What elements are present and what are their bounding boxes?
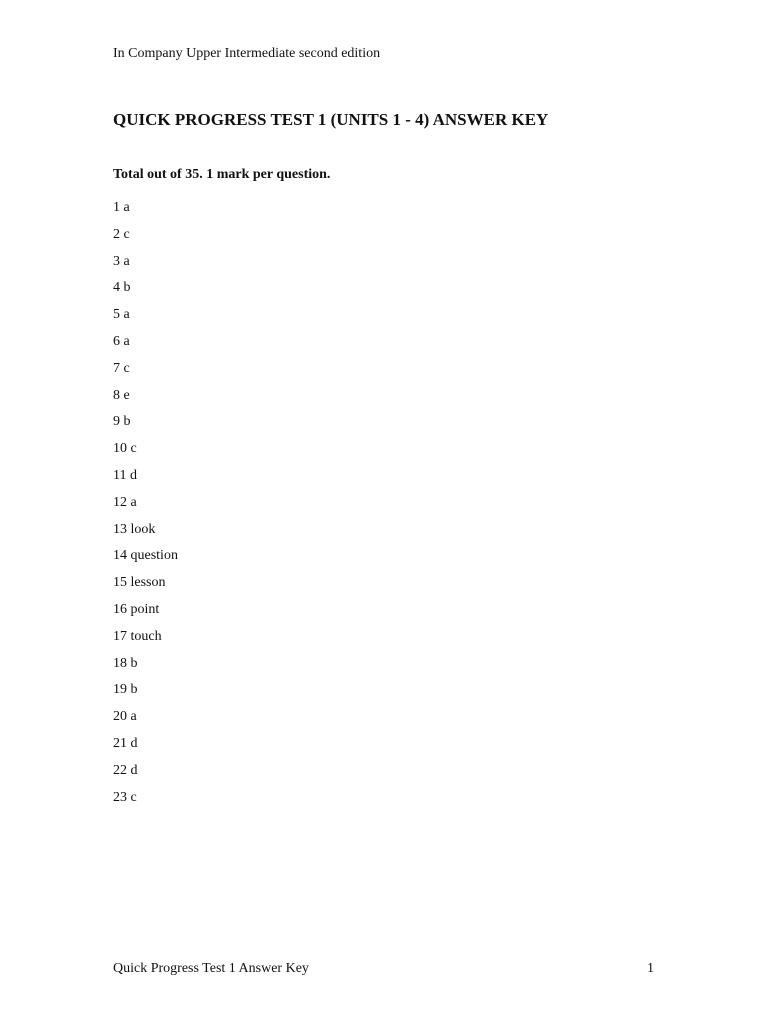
answer-item: 14 question	[113, 548, 178, 564]
answer-item: 16 point	[113, 601, 160, 617]
answer-item: 12 a	[113, 494, 137, 510]
page-number: 1	[647, 961, 654, 976]
answer-item: 15 lesson	[113, 575, 166, 591]
answer-item: 19 b	[113, 682, 138, 698]
marking-note: Total out of 35. 1 mark per question.	[113, 167, 331, 182]
answer-item: 22 d	[113, 762, 138, 778]
answer-item: 21 d	[113, 735, 138, 751]
answer-item: 18 b	[113, 655, 138, 671]
answer-item: 1 a	[113, 200, 130, 215]
answer-item: 7 c	[113, 360, 130, 376]
running-footer: Quick Progress Test 1 Answer Key	[113, 961, 309, 976]
answer-item: 17 touch	[113, 628, 162, 644]
answer-item: 8 e	[113, 387, 130, 403]
answer-item: 10 c	[113, 441, 137, 457]
answer-list	[113, 200, 178, 816]
answer-item: 13 look	[113, 521, 156, 537]
answer-item: 11 d	[113, 467, 137, 483]
page-title: QUICK PROGRESS TEST 1 (UNITS 1 - 4) ANSWER KEY	[113, 110, 549, 129]
answer-item: 3 a	[113, 253, 130, 269]
answer-item: 2 c	[113, 226, 130, 242]
answer-item: 20 a	[113, 709, 137, 725]
answer-item: 9 b	[113, 414, 131, 430]
answer-item: 4 b	[113, 280, 131, 296]
answer-item: 6 a	[113, 333, 130, 349]
running-header: In Company Upper Intermediate second edition	[113, 46, 381, 61]
answer-item: 5 a	[113, 307, 130, 323]
answer-item: 23 c	[113, 789, 137, 805]
